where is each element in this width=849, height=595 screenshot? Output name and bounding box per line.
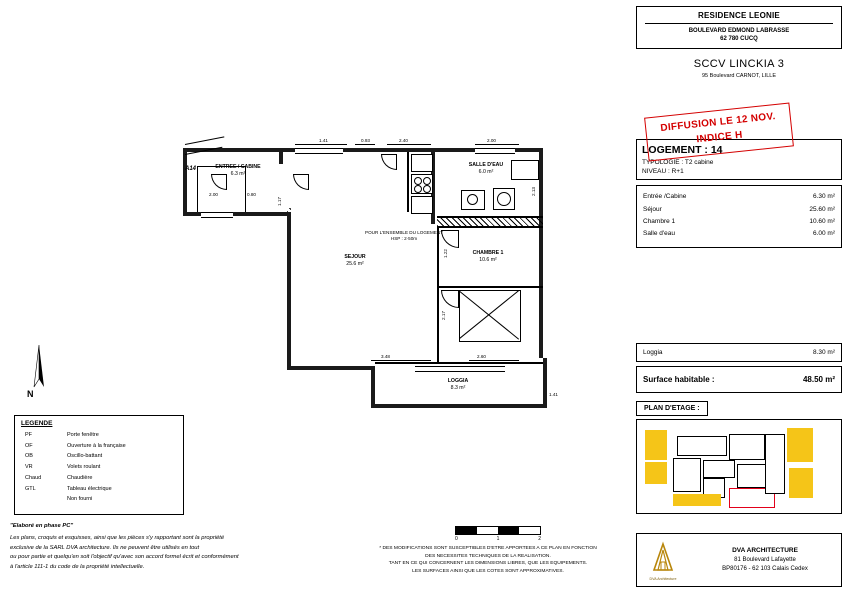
- plan-etage-label: PLAN D'ETAGE :: [636, 401, 708, 416]
- legend-key: PF: [25, 432, 33, 438]
- note-line: * DES MODIFICATIONS SONT SUSCEPTIBLES D'ETRE APPORTEES A CE PLAN EN FONCTION: [379, 546, 597, 551]
- disclaimer-line: à l'article 111-1 du code de la propriété intellectuelle.: [10, 563, 145, 570]
- residence-header: [636, 6, 842, 49]
- legend-value: Oscillo-battant: [67, 453, 103, 460]
- residence-name: RESIDENCE LEONIE: [645, 11, 833, 24]
- disclaimer-line: exclusive de la SARL DVA architecture. Ils ne peuvent être utilisés en tout: [10, 544, 200, 551]
- modification-note: [352, 545, 624, 575]
- room-area: 6.0 m²: [478, 169, 494, 176]
- hsp-note: [351, 230, 457, 243]
- legend-value: Non fourni: [67, 496, 93, 503]
- legend-key: OF: [25, 442, 33, 449]
- kitchen-fridge: [411, 196, 433, 214]
- disclaimer-title: "Elaboré en phase PC": [10, 523, 74, 529]
- disclaimer-line: Les plans, croquis et esquisses, ainsi que les pièces s'y rapportant sont la propriété: [10, 535, 225, 542]
- hatched-partition: [437, 216, 543, 226]
- client-address: 95 Boulevard CARNOT, LILLE: [702, 73, 776, 80]
- partition: [407, 152, 409, 212]
- legend-value: Chaudière: [67, 474, 93, 481]
- room-name: ENTREE / CABINE: [215, 164, 261, 170]
- wall: [371, 366, 375, 408]
- dimension: 0.80: [247, 192, 256, 197]
- scale-tick: 0: [455, 536, 458, 542]
- architect-name: DVA ARCHITECTURE: [732, 547, 798, 555]
- legend-key: Chaud: [25, 474, 42, 481]
- disclaimer-line: ou pour partie et quelqu'en soit l'objectif qu'avec son accord formel écrit et conformément: [10, 554, 239, 561]
- dva-logo: [637, 540, 689, 581]
- client-block: [636, 56, 842, 83]
- dimension-line: [387, 144, 431, 145]
- room-area: 8.3 m²: [450, 385, 466, 392]
- residence-address-2: 62 780 CUCQ: [720, 36, 758, 43]
- partition: [197, 166, 198, 212]
- info-panel: [636, 6, 842, 514]
- legend-value: Volets roulant: [67, 464, 101, 471]
- note-line: DES NECESSITES TECHNIQUES DE LA REALISATION.: [425, 553, 551, 559]
- legend-row: [15, 430, 183, 441]
- room-label-chambre: [457, 250, 519, 264]
- legend-key: [25, 494, 67, 505]
- dimension: 2.40: [399, 138, 408, 143]
- room-name: SEJOUR: [344, 254, 366, 260]
- area-label: Chambre 1: [643, 217, 676, 225]
- door-swing: [381, 154, 397, 170]
- legend-row: [15, 462, 183, 473]
- north-compass: [18, 345, 58, 405]
- client-name: SCCV LINCKIA 3: [693, 58, 785, 71]
- wall: [183, 148, 187, 216]
- legend-value: Porte fenêtre: [67, 432, 99, 438]
- legend-value: Tableau électrique: [67, 485, 112, 492]
- wall: [539, 148, 543, 358]
- dimension: 2.17: [441, 311, 446, 320]
- scale-bar: [455, 526, 541, 542]
- scale-tick: 2: [538, 536, 541, 542]
- partition: [437, 286, 543, 288]
- loggia-value: 8.30 m²: [812, 348, 835, 356]
- area-value: 25.60 m²: [809, 205, 835, 213]
- room-label-loggia: [427, 378, 489, 392]
- dimension: 2.00: [487, 138, 496, 143]
- stove-burner: [423, 177, 431, 185]
- legend-row: [15, 473, 183, 484]
- dva-logo-caption: DVA Architecture: [649, 576, 677, 581]
- dimension: 1.22: [443, 249, 448, 258]
- kitchen-sink: [411, 154, 433, 172]
- dimension: 3.48: [381, 354, 390, 359]
- surface-habitable-row: [636, 366, 842, 393]
- copyright-disclaimer: [10, 522, 340, 572]
- stove-burner: [414, 177, 422, 185]
- window: [295, 148, 343, 154]
- legend-title: LEGENDE: [21, 420, 53, 427]
- window: [201, 212, 233, 218]
- room-area: 10.6 m²: [479, 257, 497, 264]
- wc-bowl: [467, 194, 478, 205]
- wall: [543, 358, 547, 408]
- scale-tick: 1: [496, 536, 500, 542]
- dimension: 0.93: [361, 138, 370, 143]
- dimension-line: [295, 144, 347, 145]
- note-line: TANT EN CE QUI CONCERNENT LES DIMENSIONS LIBRES, QUE LES EQUIPEMENTS.: [388, 561, 588, 567]
- washbasin-bowl: [497, 192, 511, 206]
- loggia-label: Loggia: [643, 348, 663, 356]
- area-label: Entrée /Cabine: [643, 193, 687, 201]
- wall-detail: [185, 136, 224, 145]
- architect-footer: [636, 533, 842, 587]
- compass-needle-icon: [30, 345, 48, 391]
- dimension-line: [355, 144, 375, 145]
- area-row: [643, 216, 835, 228]
- legend-box: [14, 415, 184, 515]
- hsp-note-line2: HSP : 2·50m: [390, 236, 418, 242]
- room-area: 6.3 m²: [230, 171, 246, 178]
- door-swing: [293, 174, 309, 190]
- dimension: 2.60: [477, 354, 486, 359]
- dimension: 1.41: [319, 138, 328, 143]
- dimension: 2.00: [209, 192, 218, 197]
- legend-key: VR: [25, 464, 33, 471]
- room-name: LOGGIA: [447, 378, 469, 384]
- wall: [371, 404, 547, 408]
- area-value: 6.00 m²: [812, 230, 835, 238]
- legend-value: Ouverture à la française: [67, 442, 126, 449]
- hsp-note-line1: POUR L'ENSEMBLE DU LOGEMENT: [365, 230, 443, 235]
- window: [415, 366, 505, 372]
- area-row: [643, 191, 835, 203]
- legend-row: [15, 484, 183, 495]
- partition: [437, 286, 439, 362]
- diffusion-date: DIFFUSION LE 12 NOV.: [659, 111, 777, 135]
- dimension-line: [469, 360, 519, 361]
- room-name: CHAMBRE 1: [472, 250, 504, 256]
- room-name: SALLE D'EAU: [468, 162, 504, 168]
- window: [475, 148, 515, 154]
- surface-label: Surface habitable :: [643, 374, 715, 384]
- logement-typologie: TYPOLOGIE : T2 cabine: [642, 159, 714, 167]
- residence-address-1: BOULEVARD EDMOND LABRASSE: [688, 28, 790, 34]
- logement-title: LOGEMENT : 14: [642, 144, 723, 157]
- legend-row: [15, 441, 183, 452]
- dimension: 1.41: [549, 392, 558, 397]
- dimension: 2.13: [531, 187, 536, 196]
- plan-etage-minimap: [636, 419, 842, 514]
- area-label: Séjour: [643, 205, 662, 213]
- legend-row: [15, 494, 183, 505]
- areas-table: [636, 185, 842, 247]
- legend-row: [15, 451, 183, 462]
- dimension-line: [371, 360, 431, 361]
- area-row: [643, 228, 835, 240]
- room-label-salledeau: [453, 162, 519, 176]
- stove-burner: [423, 185, 431, 193]
- area-value: 10.60 m²: [809, 217, 835, 225]
- surface-value: 48.50 m²: [802, 374, 835, 384]
- dimension-line: [475, 144, 519, 145]
- stove-burner: [414, 185, 422, 193]
- room-area: 25.6 m²: [346, 261, 364, 268]
- floor-plan: [175, 130, 595, 430]
- architect-address-2: BP80176 - 62 103 Calais Cedex: [722, 565, 808, 572]
- diffusion-indice: INDICE H: [695, 129, 744, 146]
- architect-address-1: 81 Boulevard Lafayette: [734, 556, 796, 563]
- legend-key: OB: [25, 453, 33, 460]
- wall: [183, 212, 291, 216]
- logement-niveau: NIVEAU : R+1: [642, 168, 684, 176]
- loggia-edge: [375, 362, 543, 364]
- hatched-partition: [287, 208, 291, 212]
- partition: [437, 226, 543, 228]
- wall: [287, 212, 291, 370]
- apartment-tag: A14: [185, 166, 197, 172]
- area-row: [643, 204, 835, 216]
- loggia-row: [636, 343, 842, 362]
- room-label-sejour: [325, 254, 385, 268]
- room-label-entree: [203, 164, 273, 178]
- note-line: LES SURFACES AINSI QUE LES COTES SONT APPROXIMATIVES.: [412, 568, 564, 574]
- area-value: 6.30 m²: [812, 193, 835, 201]
- dimension: 1.17: [277, 197, 282, 206]
- compass-north-label: N: [27, 389, 34, 399]
- legend-key: GTL: [25, 485, 36, 492]
- door-swing: [441, 290, 459, 308]
- area-label: Salle d'eau: [643, 230, 675, 238]
- wall: [287, 366, 375, 370]
